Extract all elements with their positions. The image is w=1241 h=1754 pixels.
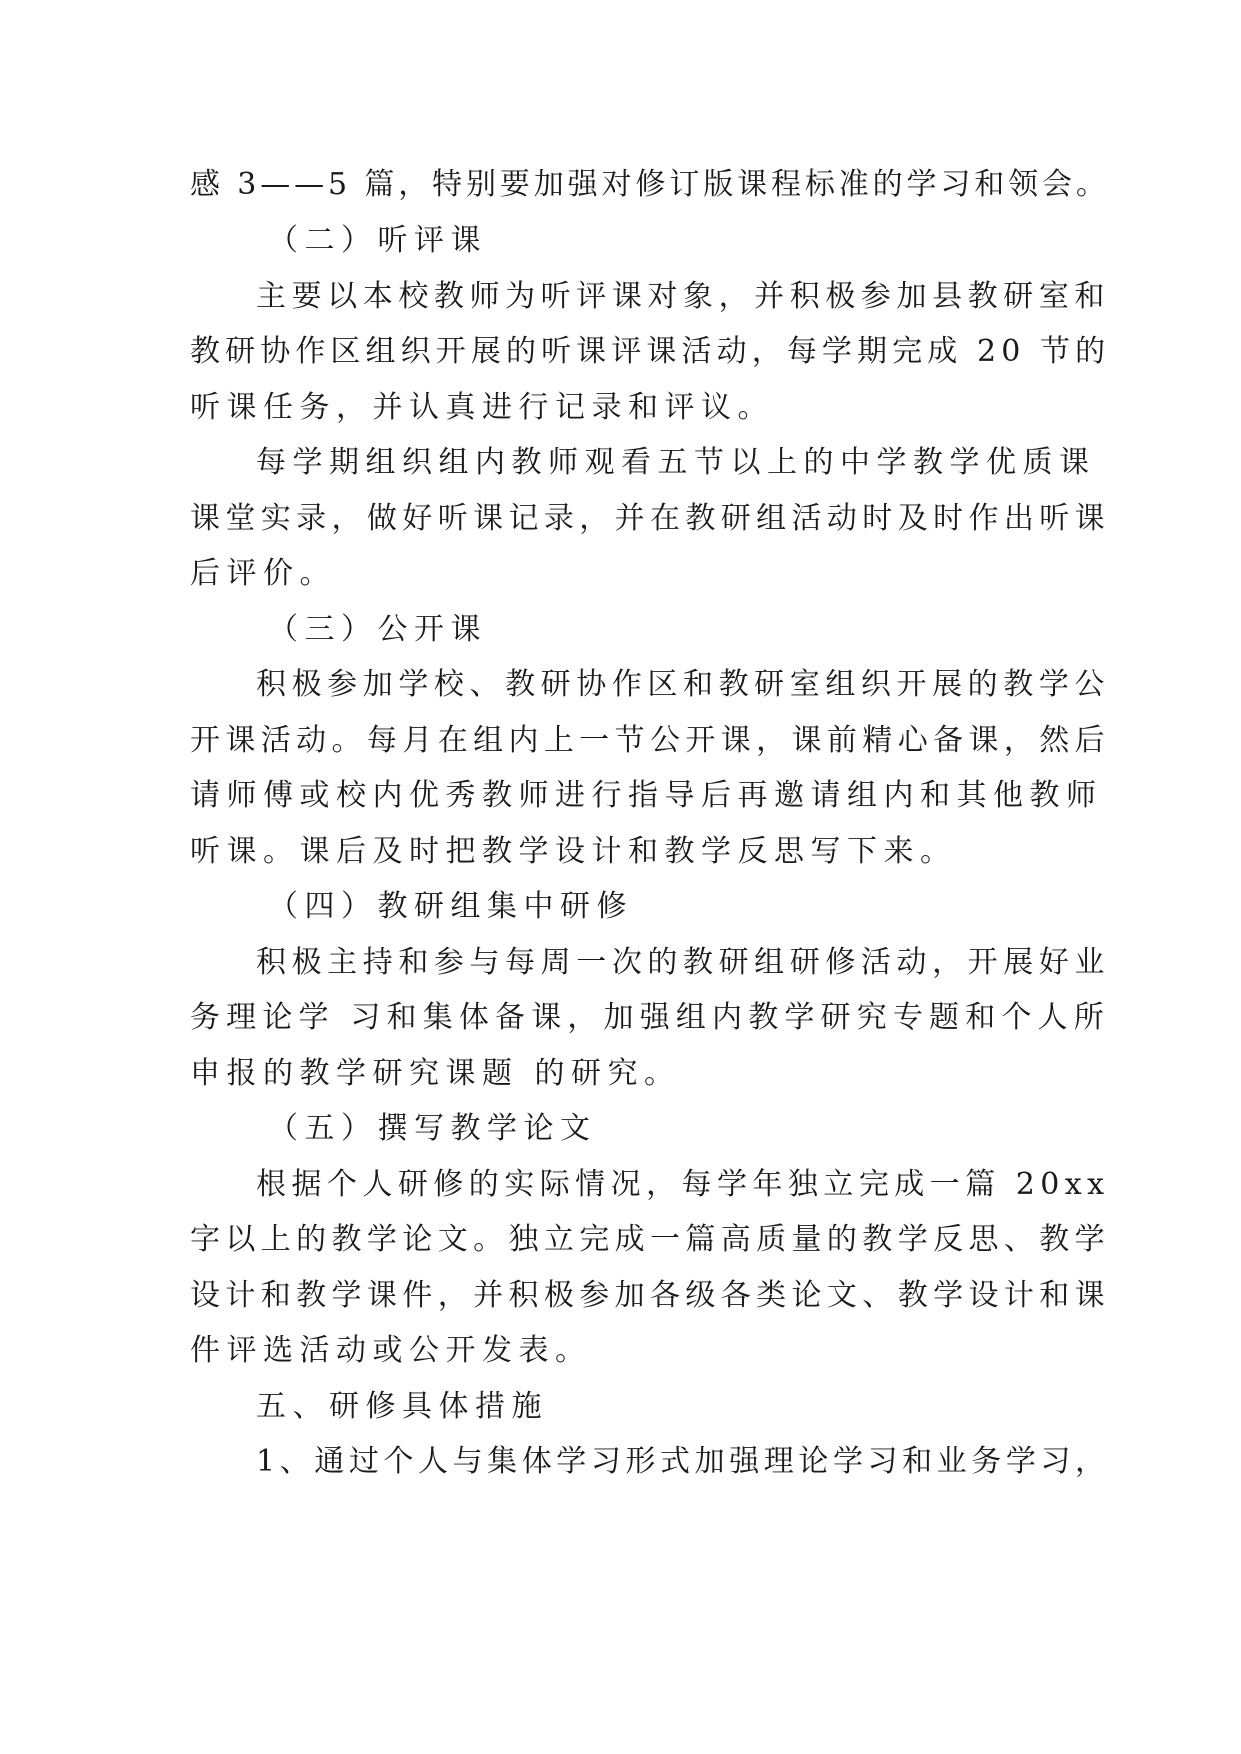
text-line: 务理论学 习和集体备课，加强组内教学研究专题和个人所 — [190, 1000, 1110, 1035]
text-line: 课堂实录，做好听课记录，并在教研组活动时及时作出听课 — [190, 501, 1110, 536]
text-line: 字以上的教学论文。独立完成一篇高质量的教学反思、教学 — [190, 1222, 1110, 1257]
text-line: 感 3——5 篇，特别要加强对修订版课程标准的学习和领会。 — [190, 167, 1110, 202]
text-line: 1、通过个人与集体学习形式加强理论学习和业务学习， — [256, 1444, 1110, 1479]
text-line: 教研协作区组织开展的听课评课活动，每学期完成 20 节的 — [190, 334, 1111, 369]
text-line: 主要以本校教师为听评课对象，并积极参加县教研室和 — [256, 279, 1110, 314]
section-heading: （五）撰写教学论文 — [268, 1111, 597, 1146]
text-line: 听课。课后及时把教学设计和教学反思写下来。 — [190, 834, 957, 869]
section-heading: （四）教研组集中研修 — [268, 889, 633, 924]
section-heading: （二）听评课 — [268, 223, 487, 258]
text-line: 请师傅或校内优秀教师进行指导后再邀请组内和其他教师 — [190, 778, 1103, 813]
text-line: 听课任务，并认真进行记录和评议。 — [190, 390, 774, 425]
text-line: 开课活动。每月在组内上一节公开课，课前精心备课，然后 — [190, 723, 1110, 758]
text-line: 设计和教学课件，并积极参加各级各类论文、教学设计和课 — [190, 1278, 1110, 1313]
text-line: 件评选活动或公开发表。 — [190, 1333, 592, 1368]
section-heading: 五、研修具体措施 — [256, 1389, 548, 1424]
text-line: 每学期组织组内教师观看五节以上的中学教学优质课 — [256, 445, 1096, 480]
text-line: 申报的教学研究课题 的研究。 — [190, 1056, 681, 1091]
text-line: 积极参加学校、教研协作区和教研室组织开展的教学公 — [256, 667, 1110, 702]
text-line: 积极主持和参与每周一次的教研组研修活动，开展好业 — [256, 945, 1110, 980]
text-line: 后评价。 — [190, 556, 336, 591]
text-line: 根据个人研修的实际情况，每学年独立完成一篇 20xx — [256, 1167, 1110, 1202]
section-heading: （三）公开课 — [268, 612, 487, 647]
